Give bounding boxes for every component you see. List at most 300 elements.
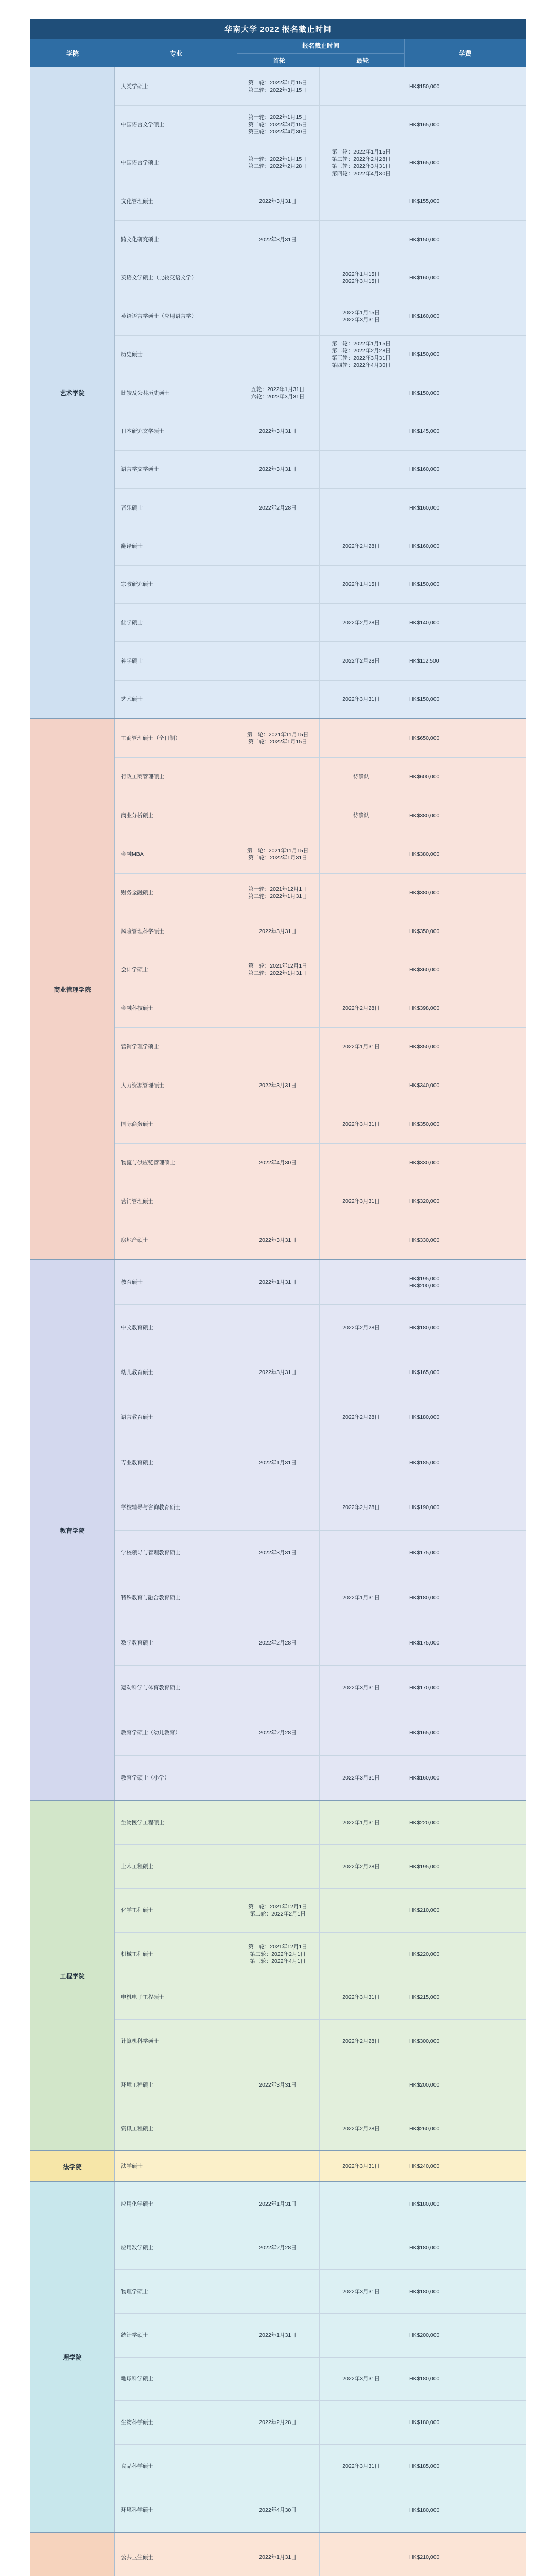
round-a-cell xyxy=(236,2107,320,2150)
fee-cell: HK$200,000 xyxy=(409,2332,440,2338)
table-row xyxy=(115,1710,526,1755)
major-cell: 文化管理硕士 xyxy=(115,182,236,220)
major-cell: 生物医学工程硕士 xyxy=(115,1801,236,1844)
table-row xyxy=(115,1440,526,1485)
major-cell: 金融科技硕士 xyxy=(115,989,236,1027)
round-b-cell xyxy=(320,489,403,527)
major-cell: 教育学硕士（幼儿教育） xyxy=(115,1710,236,1755)
fee-cell: HK$220,000 xyxy=(409,1819,440,1826)
round-a-cell xyxy=(236,2358,320,2401)
round-a-cell xyxy=(236,758,320,796)
round-a-cell xyxy=(236,1305,320,1349)
major-cell: 中文教育硕士 xyxy=(115,1305,236,1349)
round-b-cell: 2022年3月31日 xyxy=(320,1182,403,1221)
fee-cell: HK$220,000 xyxy=(409,1951,440,1957)
round-a-cell: 2022年1月31日 xyxy=(236,2182,320,2226)
college-group xyxy=(30,719,526,1260)
round-b-cell xyxy=(320,2314,403,2357)
round-a-cell: 2022年2月28日 xyxy=(236,1620,320,1665)
major-cell: 行政工商管理硕士 xyxy=(115,758,236,796)
table-row xyxy=(115,912,526,951)
college-group xyxy=(30,1801,526,2151)
fee-cell: HK$150,000 xyxy=(409,236,440,243)
table-row xyxy=(115,681,526,718)
major-cell: 金融MBA xyxy=(115,835,236,873)
round-b-cell: 2022年1月15日 xyxy=(320,566,403,603)
table-row xyxy=(115,566,526,604)
table-row xyxy=(115,1531,526,1575)
fee-cell: HK$185,000 xyxy=(409,1459,440,1466)
table-row xyxy=(115,2533,526,2576)
round-b-cell xyxy=(320,451,403,488)
major-cell: 财务金融硕士 xyxy=(115,874,236,912)
major-cell: 生物科学硕士 xyxy=(115,2401,236,2444)
round-a-cell xyxy=(236,1395,320,1439)
round-a-cell: 2022年1月31日 xyxy=(236,2314,320,2357)
major-cell: 艺术硕士 xyxy=(115,681,236,718)
table-row xyxy=(115,1221,526,1259)
round-a-cell xyxy=(236,1756,320,1800)
round-b-cell: 2022年2月28日 xyxy=(320,1845,403,1888)
round-a-cell: 2022年3月31日 xyxy=(236,182,320,220)
round-a-cell xyxy=(236,796,320,835)
fee-cell: HK$155,000 xyxy=(409,198,440,205)
round-b-cell: 2022年1月31日 xyxy=(320,1575,403,1620)
table-row xyxy=(115,2151,526,2181)
round-b-cell: 2022年1月31日 xyxy=(320,1801,403,1844)
major-cell: 翻译硕士 xyxy=(115,527,236,565)
table-row xyxy=(115,2020,526,2063)
table-row xyxy=(115,1933,526,1976)
round-a-cell: 2022年1月31日 xyxy=(236,1440,320,1485)
round-a-cell xyxy=(236,2270,320,2313)
round-a-cell: 第一轮：2021年12月1日 第二轮：2022年1月31日 xyxy=(236,874,320,912)
round-a-cell: 2022年4月30日 xyxy=(236,1144,320,1182)
major-cell: 环境工程硕士 xyxy=(115,2063,236,2107)
table-row xyxy=(115,1305,526,1350)
round-a-cell xyxy=(236,566,320,603)
fee-cell: HK$210,000 xyxy=(409,2554,440,2561)
major-cell: 应用化学硕士 xyxy=(115,2182,236,2226)
fee-cell: HK$175,000 xyxy=(409,1549,440,1556)
round-a-cell: 2022年2月28日 xyxy=(236,2226,320,2269)
fee-cell: HK$150,000 xyxy=(409,389,440,396)
major-cell: 土木工程硕士 xyxy=(115,1845,236,1888)
major-cell: 环境科学硕士 xyxy=(115,2488,236,2532)
major-cell: 比较及公共历史硕士 xyxy=(115,374,236,412)
major-cell: 特殊教育与融合教育硕士 xyxy=(115,1575,236,1620)
table-row xyxy=(115,796,526,835)
college-name: 艺术学院 xyxy=(30,67,115,718)
fee-cell: HK$380,000 xyxy=(409,889,440,896)
table-row xyxy=(115,951,526,990)
round-a-cell: 2022年3月31日 xyxy=(236,451,320,488)
round-a-cell xyxy=(236,604,320,641)
fee-cell: HK$210,000 xyxy=(409,1907,440,1913)
table-row xyxy=(115,719,526,758)
major-cell: 工商管理硕士（全日制） xyxy=(115,719,236,757)
round-b-cell: 2022年2月28日 xyxy=(320,1305,403,1349)
fee-cell: HK$180,000 xyxy=(409,1324,440,1331)
fee-cell: HK$300,000 xyxy=(409,2038,440,2045)
major-cell: 公共卫生硕士 xyxy=(115,2533,236,2576)
major-cell: 学校辅导与咨询教育硕士 xyxy=(115,1485,236,1530)
table-row xyxy=(115,336,526,374)
fee-cell: HK$380,000 xyxy=(409,812,440,819)
major-cell: 统计学硕士 xyxy=(115,2314,236,2357)
college-name: 商业管理学院 xyxy=(30,719,115,1259)
major-cell: 语言学文学硕士 xyxy=(115,451,236,488)
table-row xyxy=(115,297,526,335)
header-fee: 学费 xyxy=(459,49,472,57)
table-row xyxy=(115,758,526,796)
header-round-a: 首轮 xyxy=(237,54,321,68)
round-a-cell xyxy=(236,336,320,374)
round-b-cell xyxy=(320,874,403,912)
table-row xyxy=(115,2314,526,2358)
fee-cell: HK$160,000 xyxy=(409,275,440,281)
college-group xyxy=(30,2533,526,2576)
table-row xyxy=(115,489,526,527)
round-b-cell: 2022年1月15日 2022年3月15日 xyxy=(320,259,403,297)
fee-cell: HK$180,000 xyxy=(409,2507,440,2514)
fee-cell: HK$140,000 xyxy=(409,619,440,626)
round-a-cell xyxy=(236,1105,320,1143)
table-row xyxy=(115,1028,526,1066)
fee-cell: HK$330,000 xyxy=(409,1236,440,1243)
round-a-cell xyxy=(236,297,320,335)
header-deadline-label: 报名截止时间 xyxy=(237,39,404,54)
major-cell: 佛学硕士 xyxy=(115,604,236,641)
fee-cell: HK$150,000 xyxy=(409,351,440,358)
round-b-cell: 2022年3月31日 xyxy=(320,1105,403,1143)
table-row xyxy=(115,374,526,412)
round-a-cell xyxy=(236,2151,320,2181)
round-a-cell xyxy=(236,527,320,565)
round-a-cell: 2022年2月28日 xyxy=(236,489,320,527)
round-a-cell xyxy=(236,989,320,1027)
major-cell: 日本研究文学硕士 xyxy=(115,412,236,450)
major-cell: 幼儿教育硕士 xyxy=(115,1350,236,1395)
fee-cell: HK$165,000 xyxy=(409,1369,440,1376)
table-row xyxy=(115,1350,526,1395)
round-a-cell: 五轮：2022年1月31日 六轮：2022年3月31日 xyxy=(236,374,320,412)
college-name: 法学院 xyxy=(30,2151,115,2181)
college-name xyxy=(30,2533,115,2576)
round-a-cell: 2022年1月31日 xyxy=(236,1260,320,1304)
round-b-cell: 2022年2月28日 xyxy=(320,989,403,1027)
round-b-cell xyxy=(320,412,403,450)
major-cell: 食品科学硕士 xyxy=(115,2445,236,2488)
round-a-cell: 2022年3月31日 xyxy=(236,2063,320,2107)
round-b-cell xyxy=(320,1221,403,1259)
header-college: 学院 xyxy=(30,39,115,67)
fee-cell: HK$180,000 xyxy=(409,2376,440,2382)
table-body xyxy=(30,67,526,2576)
fee-cell: HK$195,000 HK$200,000 xyxy=(409,1276,440,1290)
table-row xyxy=(115,144,526,182)
round-b-cell: 2022年3月31日 xyxy=(320,1976,403,2020)
round-a-cell: 2022年2月28日 xyxy=(236,2401,320,2444)
header-deadline xyxy=(237,39,405,67)
round-b-cell xyxy=(320,2488,403,2532)
table-row xyxy=(115,1756,526,1800)
round-b-cell xyxy=(320,1260,403,1304)
round-b-cell xyxy=(320,67,403,105)
fee-cell: HK$150,000 xyxy=(409,581,440,588)
fee-cell: HK$180,000 xyxy=(409,2244,440,2251)
major-cell: 国际商务硕士 xyxy=(115,1105,236,1143)
major-cell: 运动科学与体育教育硕士 xyxy=(115,1666,236,1710)
round-a-cell: 第一轮：2021年12月1日 第二轮：2022年2月1日 xyxy=(236,1889,320,1932)
table-row xyxy=(115,1620,526,1665)
fee-cell: HK$360,000 xyxy=(409,967,440,973)
major-cell: 应用数学硕士 xyxy=(115,2226,236,2269)
round-b-cell: 2022年2月28日 xyxy=(320,642,403,680)
round-b-cell xyxy=(320,2533,403,2576)
round-a-cell xyxy=(236,1845,320,1888)
college-group xyxy=(30,67,526,719)
table-row xyxy=(115,642,526,680)
table-row xyxy=(115,527,526,565)
table-row xyxy=(115,1182,526,1221)
round-b-cell: 2022年2月28日 xyxy=(320,1485,403,1530)
table-row xyxy=(115,1575,526,1620)
header-round-b: 最轮 xyxy=(356,57,369,64)
fee-cell: HK$320,000 xyxy=(409,1198,440,1205)
round-a-cell: 第一轮：2021年11月15日 第二轮：2022年1月31日 xyxy=(236,835,320,873)
round-b-cell: 2022年3月31日 xyxy=(320,2445,403,2488)
fee-cell: HK$180,000 xyxy=(409,1595,440,1601)
table-row xyxy=(115,2226,526,2270)
table-row xyxy=(115,2063,526,2107)
round-a-cell: 2022年3月31日 xyxy=(236,412,320,450)
table-row xyxy=(115,2488,526,2532)
fee-cell: HK$200,000 xyxy=(409,2082,440,2089)
table-row xyxy=(115,1105,526,1144)
round-b-cell: 待确认 xyxy=(320,758,403,796)
fee-cell: HK$185,000 xyxy=(409,2463,440,2470)
college-name: 工程学院 xyxy=(30,1801,115,2150)
round-a-cell: 2022年3月31日 xyxy=(236,1066,320,1105)
table-row xyxy=(115,1144,526,1182)
round-a-cell: 2022年3月31日 xyxy=(236,1531,320,1575)
major-cell: 人力资源管理硕士 xyxy=(115,1066,236,1105)
round-a-cell: 2022年2月28日 xyxy=(236,1710,320,1755)
fee-cell: HK$600,000 xyxy=(409,773,440,780)
round-b-cell xyxy=(320,2226,403,2269)
round-b-cell: 2022年3月31日 xyxy=(320,681,403,718)
round-a-cell: 第一轮：2021年12月1日 第二轮：2022年2月1日 第三轮：2022年4月1日 xyxy=(236,1933,320,1976)
fee-cell: HK$398,000 xyxy=(409,1005,440,1012)
fee-cell: HK$180,000 xyxy=(409,2288,440,2295)
fee-cell: HK$260,000 xyxy=(409,2126,440,2132)
table-row xyxy=(115,259,526,297)
fee-cell: HK$160,000 xyxy=(409,504,440,511)
fee-cell: HK$175,000 xyxy=(409,1639,440,1646)
table-row xyxy=(115,1845,526,1889)
table-row xyxy=(115,2445,526,2488)
major-cell: 音乐硕士 xyxy=(115,489,236,527)
header-major: 专业 xyxy=(115,39,237,67)
round-a-cell: 2022年3月31日 xyxy=(236,912,320,951)
major-cell: 语言教育硕士 xyxy=(115,1395,236,1439)
fee-cell: HK$350,000 xyxy=(409,1121,440,1128)
table-row xyxy=(115,2182,526,2226)
round-b-cell xyxy=(320,182,403,220)
round-b-cell xyxy=(320,1440,403,1485)
major-cell: 会计学硕士 xyxy=(115,951,236,989)
round-b-cell: 2022年2月28日 xyxy=(320,527,403,565)
college-name: 理学院 xyxy=(30,2182,115,2532)
round-b-cell: 2022年1月15日 2022年3月31日 xyxy=(320,297,403,335)
college-name: 教育学院 xyxy=(30,1260,115,1800)
round-a-cell: 2022年3月31日 xyxy=(236,1221,320,1259)
round-b-cell xyxy=(320,1933,403,1976)
major-cell: 教育学硕士（小学） xyxy=(115,1756,236,1800)
fee-cell: HK$330,000 xyxy=(409,1160,440,1166)
major-cell: 资讯工程硕士 xyxy=(115,2107,236,2150)
major-cell: 房地产硕士 xyxy=(115,1221,236,1259)
major-cell: 商业分析硕士 xyxy=(115,796,236,835)
major-cell: 物流与供应链管理硕士 xyxy=(115,1144,236,1182)
round-b-cell xyxy=(320,1144,403,1182)
round-b-cell xyxy=(320,912,403,951)
fee-cell: HK$170,000 xyxy=(409,1685,440,1691)
round-b-cell xyxy=(320,2063,403,2107)
major-cell: 教育硕士 xyxy=(115,1260,236,1304)
fee-cell: HK$150,000 xyxy=(409,83,440,90)
round-b-cell xyxy=(320,221,403,258)
fee-cell: HK$180,000 xyxy=(409,2419,440,2426)
round-b-cell: 2022年2月28日 xyxy=(320,1395,403,1439)
major-cell: 法学硕士 xyxy=(115,2151,236,2181)
major-cell: 机械工程硕士 xyxy=(115,1933,236,1976)
fee-cell: HK$380,000 xyxy=(409,851,440,857)
table-header xyxy=(30,39,526,67)
round-a-cell xyxy=(236,2020,320,2063)
table-row xyxy=(115,2401,526,2445)
table-row xyxy=(115,604,526,642)
fee-cell: HK$215,000 xyxy=(409,1994,440,2001)
table-row xyxy=(115,182,526,221)
fee-cell: HK$165,000 xyxy=(409,1730,440,1736)
table-row xyxy=(115,874,526,912)
fee-cell: HK$180,000 xyxy=(409,1414,440,1421)
round-b-cell: 2022年2月28日 xyxy=(320,2020,403,2063)
round-a-cell xyxy=(236,1666,320,1710)
major-cell: 中国语言学硕士 xyxy=(115,144,236,182)
college-group xyxy=(30,1260,526,1801)
fee-cell: HK$350,000 xyxy=(409,928,440,935)
round-a-cell xyxy=(236,642,320,680)
round-b-cell xyxy=(320,835,403,873)
table-row xyxy=(115,221,526,259)
fee-cell: HK$150,000 xyxy=(409,696,440,703)
major-cell: 数学教育硕士 xyxy=(115,1620,236,1665)
table-row xyxy=(115,451,526,489)
deadline-table xyxy=(30,19,526,2576)
round-b-cell xyxy=(320,1710,403,1755)
round-b-cell: 2022年3月31日 xyxy=(320,2358,403,2401)
fee-cell: HK$340,000 xyxy=(409,1082,440,1089)
round-b-cell xyxy=(320,1066,403,1105)
round-b-cell: 2022年1月31日 xyxy=(320,1028,403,1066)
round-a-cell xyxy=(236,681,320,718)
major-cell: 营销管理硕士 xyxy=(115,1182,236,1221)
major-cell: 学校领导与管理教育硕士 xyxy=(115,1531,236,1575)
table-row xyxy=(115,412,526,450)
round-b-cell xyxy=(320,719,403,757)
college-group xyxy=(30,2182,526,2533)
major-cell: 神学硕士 xyxy=(115,642,236,680)
round-a-cell xyxy=(236,259,320,297)
fee-cell: HK$650,000 xyxy=(409,735,440,741)
table-row xyxy=(115,1066,526,1105)
fee-cell: HK$350,000 xyxy=(409,1044,440,1050)
major-cell: 风险管理科学硕士 xyxy=(115,912,236,951)
round-a-cell: 第一轮：2022年1月15日 第二轮：2022年3月15日 xyxy=(236,67,320,105)
page-title: 华南大学 2022 报名截止时间 xyxy=(30,19,526,39)
table-row xyxy=(115,1976,526,2020)
round-b-cell xyxy=(320,106,403,143)
table-row xyxy=(115,2107,526,2150)
round-b-cell xyxy=(320,2182,403,2226)
round-b-cell xyxy=(320,1889,403,1932)
major-cell: 中国语言文学硕士 xyxy=(115,106,236,143)
round-a-cell: 2022年3月31日 xyxy=(236,221,320,258)
fee-cell: HK$180,000 xyxy=(409,2200,440,2207)
fee-cell: HK$160,000 xyxy=(409,466,440,473)
major-cell: 人类学硕士 xyxy=(115,67,236,105)
table-row xyxy=(115,1395,526,1440)
round-a-cell: 第一轮：2022年1月15日 第二轮：2022年2月28日 xyxy=(236,144,320,182)
table-row xyxy=(115,106,526,144)
fee-cell: HK$195,000 xyxy=(409,1863,440,1870)
round-b-cell: 2022年2月28日 xyxy=(320,2107,403,2150)
round-b-cell: 待确认 xyxy=(320,796,403,835)
table-row xyxy=(115,67,526,106)
fee-cell: HK$112,500 xyxy=(409,658,439,665)
table-row xyxy=(115,1260,526,1305)
table-row xyxy=(115,835,526,874)
round-b-cell: 2022年3月31日 xyxy=(320,1666,403,1710)
major-cell: 物理学硕士 xyxy=(115,2270,236,2313)
major-cell: 地球科学硕士 xyxy=(115,2358,236,2401)
round-a-cell xyxy=(236,1801,320,1844)
major-cell: 电机电子工程硕士 xyxy=(115,1976,236,2020)
round-b-cell xyxy=(320,1620,403,1665)
round-a-cell xyxy=(236,1028,320,1066)
table-row xyxy=(115,1889,526,1933)
fee-cell: HK$160,000 xyxy=(409,1774,440,1781)
round-a-cell: 第一轮：2021年11月15日 第二轮：2022年1月15日 xyxy=(236,719,320,757)
round-a-cell: 第一轮：2022年1月15日 第二轮：2022年3月15日 第三轮：2022年4月30日 xyxy=(236,106,320,143)
round-b-cell xyxy=(320,1531,403,1575)
major-cell: 英语语言学硕士（应用语言学） xyxy=(115,297,236,335)
round-b-cell xyxy=(320,951,403,989)
round-b-cell xyxy=(320,2401,403,2444)
table-row xyxy=(115,2270,526,2314)
fee-cell: HK$165,000 xyxy=(409,122,440,128)
table-row xyxy=(115,1485,526,1530)
table-row xyxy=(115,2358,526,2401)
fee-cell: HK$165,000 xyxy=(409,160,440,166)
round-a-cell: 2022年3月31日 xyxy=(236,1350,320,1395)
table-row xyxy=(115,1666,526,1710)
fee-cell: HK$240,000 xyxy=(409,2163,440,2170)
round-a-cell: 2022年4月30日 xyxy=(236,2488,320,2532)
